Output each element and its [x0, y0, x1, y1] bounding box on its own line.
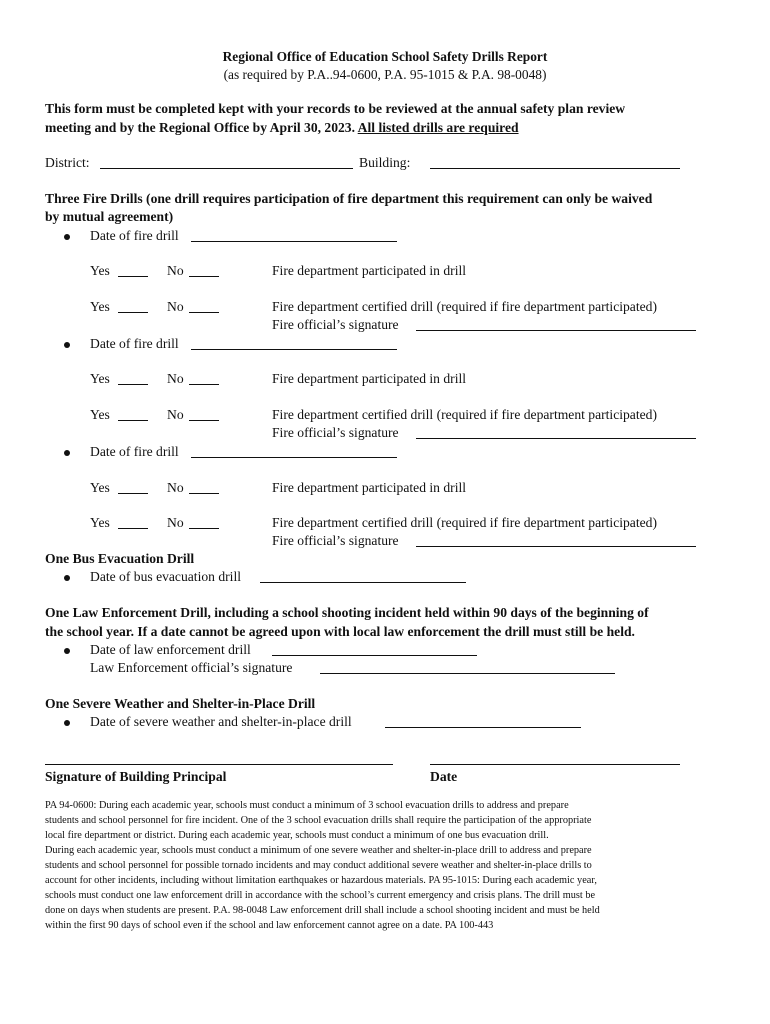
report-title: Regional Office of Education School Safety Drills Report	[222, 49, 548, 64]
fire-drill-1-participated-yes-label: Yes	[90, 263, 110, 278]
district-field[interactable]	[100, 168, 353, 169]
fire-drill-1-certified-no-label: No	[167, 299, 184, 314]
principal-signature-label: Signature of Building Principal	[45, 769, 227, 784]
building-field[interactable]	[430, 168, 680, 169]
bus-drill-heading: One Bus Evacuation Drill	[45, 551, 195, 566]
weather-drill-date-label: Date of severe weather and shelter-in-place drill	[90, 714, 352, 729]
fire-drill-2-date-field[interactable]	[191, 349, 397, 350]
fire-drill-2-certified-text: Fire department certified drill (required if fire department participated)	[272, 407, 657, 422]
bullet-icon	[64, 575, 70, 581]
law-drill-signature-field[interactable]	[320, 673, 615, 674]
law-drill-date-field[interactable]	[272, 655, 477, 656]
bus-drill-date-field[interactable]	[260, 582, 466, 583]
footnote-line: During each academic year, schools must conduct a minimum of one severe weather and shelter-in-place drill to address and prepare	[45, 845, 592, 856]
fire-drill-3-participated-yes-label: Yes	[90, 480, 110, 495]
bus-drill-date-label: Date of bus evacuation drill	[90, 569, 241, 584]
bullet-icon	[64, 450, 70, 456]
fire-drill-1-certified-no-field[interactable]	[189, 312, 219, 313]
weather-drill-heading: One Severe Weather and Shelter-in-Place Drill	[45, 696, 316, 711]
fire-drill-1-signature-label: Fire official’s signature	[272, 317, 399, 332]
fire-drill-1-participated-text: Fire department participated in drill	[272, 263, 467, 278]
fire-drill-2-certified-no-label: No	[167, 407, 184, 422]
weather-drill-date-field[interactable]	[385, 727, 581, 728]
fire-drill-1-date-field[interactable]	[191, 241, 397, 242]
instructions-line-2	[45, 120, 519, 136]
fire-drill-1-date-label: Date of fire drill	[90, 228, 179, 243]
fire-drill-2-signature-label: Fire official’s signature	[272, 425, 399, 440]
fire-drills-heading-line-1: Three Fire Drills (one drill requires participation of fire department this requirement can only be waived	[45, 191, 653, 206]
district-label: District:	[45, 155, 90, 170]
footnote-line: within the first 90 days of school even if the school and law enforcement cannot agree on a date. PA 100-443	[45, 920, 494, 931]
fire-drill-3-certified-no-label: No	[167, 515, 184, 530]
fire-drill-2-certified-yes-field[interactable]	[118, 420, 148, 421]
instructions-deadline: meeting and by the Regional Office by April 30, 2023.	[45, 120, 356, 135]
footnote-line: account for other incidents, including without limitation earthquakes or hazardous materials. PA 95-1015: During each academic year,	[45, 875, 597, 886]
fire-drill-1-certified-yes-field[interactable]	[118, 312, 148, 313]
fire-drill-3-participated-no-field[interactable]	[189, 493, 219, 494]
fire-drill-3-certified-yes-field[interactable]	[118, 528, 148, 529]
fire-drill-3-certified-text: Fire department certified drill (required if fire department participated)	[272, 515, 657, 530]
fire-drill-2-participated-text: Fire department participated in drill	[272, 371, 467, 386]
fire-drills-heading-line-2: by mutual agreement)	[45, 209, 174, 224]
instructions-required-note: All listed drills are required	[357, 120, 519, 135]
law-drill-date-label: Date of law enforcement drill	[90, 642, 251, 657]
footnote-line: done on days when students are present. P.A. 98-0048 Law enforcement drill shall include a school shooting incident and must be held	[45, 905, 600, 916]
fire-drill-2-certified-no-field[interactable]	[189, 420, 219, 421]
footnote-line: schools must conduct one law enforcement drill in accordance with the school’s current emergency and crisis plans. The drill must be	[45, 890, 596, 901]
principal-signature-field[interactable]	[45, 764, 393, 765]
fire-drill-2-date-label: Date of fire drill	[90, 336, 179, 351]
bullet-icon	[64, 234, 70, 240]
fire-drill-1-participated-yes-field[interactable]	[118, 276, 148, 277]
fire-drill-3-participated-text: Fire department participated in drill	[272, 480, 467, 495]
fire-drill-3-participated-yes-field[interactable]	[118, 493, 148, 494]
report-subtitle: (as required by P.A..94-0600, P.A. 95-1015 & P.A. 98-0048)	[223, 67, 547, 82]
fire-drill-3-date-field[interactable]	[191, 457, 397, 458]
law-drill-signature-label: Law Enforcement official’s signature	[90, 660, 293, 675]
fire-drill-2-certified-yes-label: Yes	[90, 407, 110, 422]
law-drill-heading-line-2: the school year. If a date cannot be agreed upon with local law enforcement the drill must still be held.	[45, 624, 635, 639]
fire-drill-1-participated-no-label: No	[167, 263, 184, 278]
instructions-line-1: This form must be completed kept with your records to be reviewed at the annual safety plan review	[45, 101, 626, 116]
fire-drill-1-participated-no-field[interactable]	[189, 276, 219, 277]
footnote-line: students and school personnel for fire incident. One of the 3 school evacuation drills shall require the participation of the appropriate	[45, 815, 592, 826]
building-label: Building:	[359, 155, 411, 170]
bullet-icon	[64, 342, 70, 348]
footnote-line: local fire department or district. During each academic year, schools must conduct a minimum of one bus evacuation drill.	[45, 830, 549, 841]
fire-drill-3-signature-label: Fire official’s signature	[272, 533, 399, 548]
fire-drill-1-certified-text: Fire department certified drill (required if fire department participated)	[272, 299, 657, 314]
fire-drill-3-date-label: Date of fire drill	[90, 444, 179, 459]
law-drill-heading-line-1: One Law Enforcement Drill, including a school shooting incident held within 90 days of the beginning of	[45, 605, 649, 620]
footnote-line: students and school personnel for possible tornado incidents and may conduct additional severe weather and shelter-in-place drills to	[45, 860, 592, 871]
signature-date-field[interactable]	[430, 764, 680, 765]
fire-drill-2-participated-no-label: No	[167, 371, 184, 386]
fire-drill-2-participated-yes-label: Yes	[90, 371, 110, 386]
fire-drill-2-participated-yes-field[interactable]	[118, 384, 148, 385]
bullet-icon	[64, 720, 70, 726]
bullet-icon	[64, 648, 70, 654]
fire-drill-3-certified-yes-label: Yes	[90, 515, 110, 530]
fire-drill-1-certified-yes-label: Yes	[90, 299, 110, 314]
fire-drill-3-signature-field[interactable]	[416, 546, 696, 547]
fire-drill-3-certified-no-field[interactable]	[189, 528, 219, 529]
footnote-line: PA 94-0600: During each academic year, schools must conduct a minimum of 3 school evacuation drills to address and prepare	[45, 800, 569, 811]
fire-drill-2-participated-no-field[interactable]	[189, 384, 219, 385]
fire-drill-2-signature-field[interactable]	[416, 438, 696, 439]
fire-drill-1-signature-field[interactable]	[416, 330, 696, 331]
fire-drill-3-participated-no-label: No	[167, 480, 184, 495]
signature-date-label: Date	[430, 769, 458, 784]
